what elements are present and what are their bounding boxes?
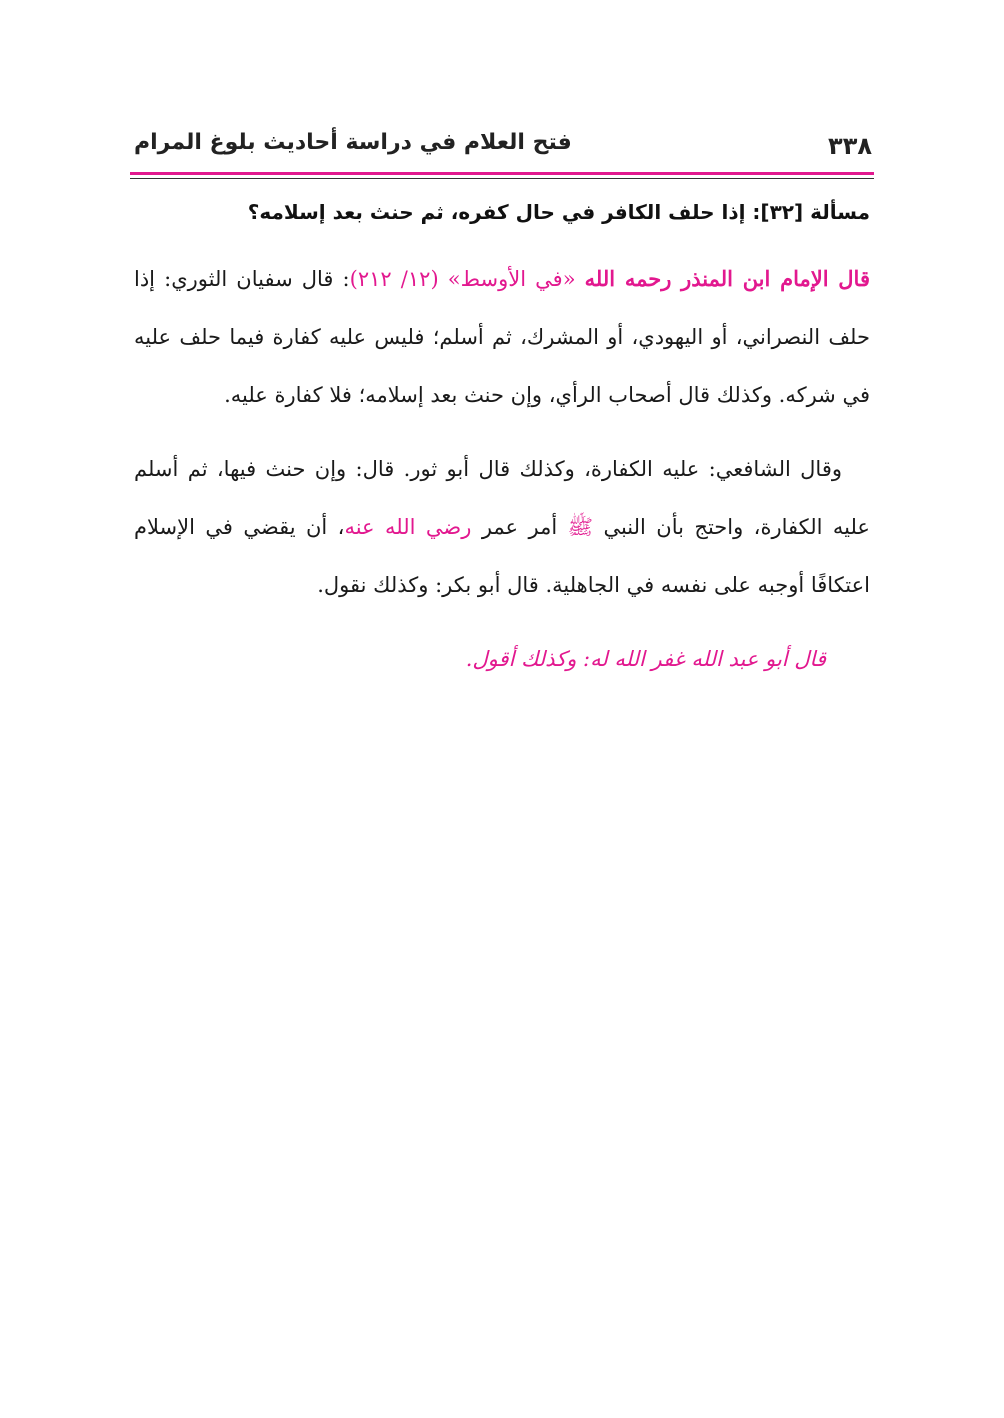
paragraph-text-3: ، أن يقضي في الإسلام اعتكافًا أوجبه على نفسه في الجاهلية. قال أبو بكر: وكذلك نقول. <box>134 515 870 597</box>
honorific-umar: رضي الله عنه <box>344 515 472 539</box>
header-rule <box>130 178 874 179</box>
source-reference: «في الأوسط» (١٢/ ٢١٢) <box>349 267 576 291</box>
paragraph-text-1: وقال الشافعي: عليه الكفارة، وكذلك قال أبو ثور. قال: وإن حنث فيها، ثم أسلم عليه الكفارة، واحتج بأن النبي <box>134 457 870 539</box>
question-heading: مسألة [٣٢]: إذا حلف الكافر في حال كفره، ثم حنث بعد إسلامه؟ <box>247 200 870 224</box>
paragraph-shafii <box>134 440 870 614</box>
running-title: فتح العلام في دراسة أحاديث بلوغ المرام <box>134 130 572 155</box>
paragraph-body: : قال سفيان الثوري: إذا حلف النصراني، أو اليهودي، أو المشرك، ثم أسلم؛ فليس عليه كفارة فيما حلف عليه في شركه. وكذلك قال أصحاب الرأي، وإن حنث بعد إسلامه؛ فلا كفارة عليه. <box>134 267 870 407</box>
honorific-prophet: ﷺ <box>567 515 593 539</box>
page-header <box>134 128 872 168</box>
speaker-attribution: قال الإمام ابن المنذر رحمه الله <box>584 266 870 291</box>
page-number: ٣٣٨ <box>828 132 872 160</box>
page-content <box>134 192 870 709</box>
header-rule-accent <box>130 172 874 175</box>
paragraph-text-2: أمر عمر <box>481 515 558 539</box>
author-closing-statement: قال أبو عبد الله غفر الله له: وكذلك أقول. <box>465 647 826 671</box>
paragraph-ibn-almundhir <box>134 250 870 424</box>
